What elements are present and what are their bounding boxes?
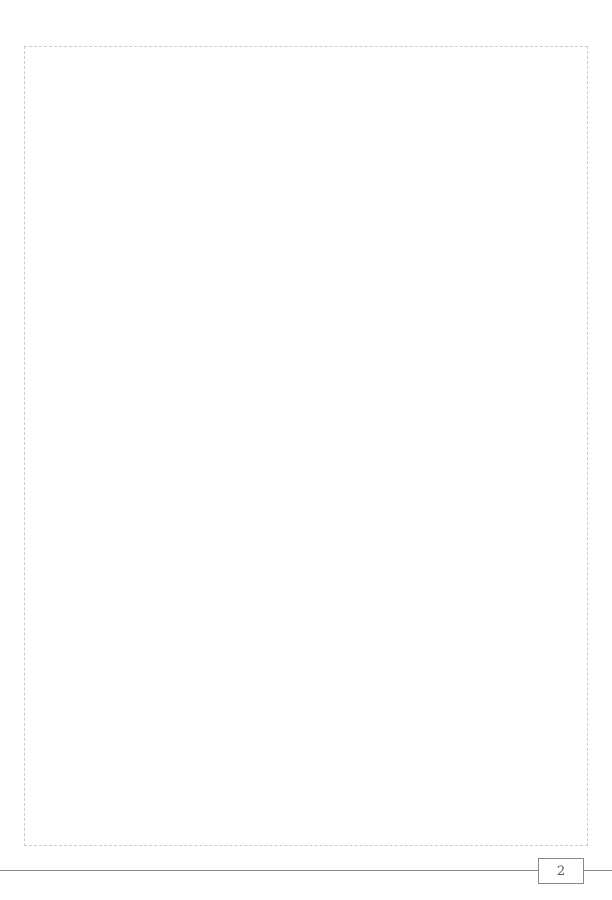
page-body <box>24 46 588 846</box>
page-number: 2 <box>538 858 584 884</box>
footer-divider <box>0 870 612 871</box>
